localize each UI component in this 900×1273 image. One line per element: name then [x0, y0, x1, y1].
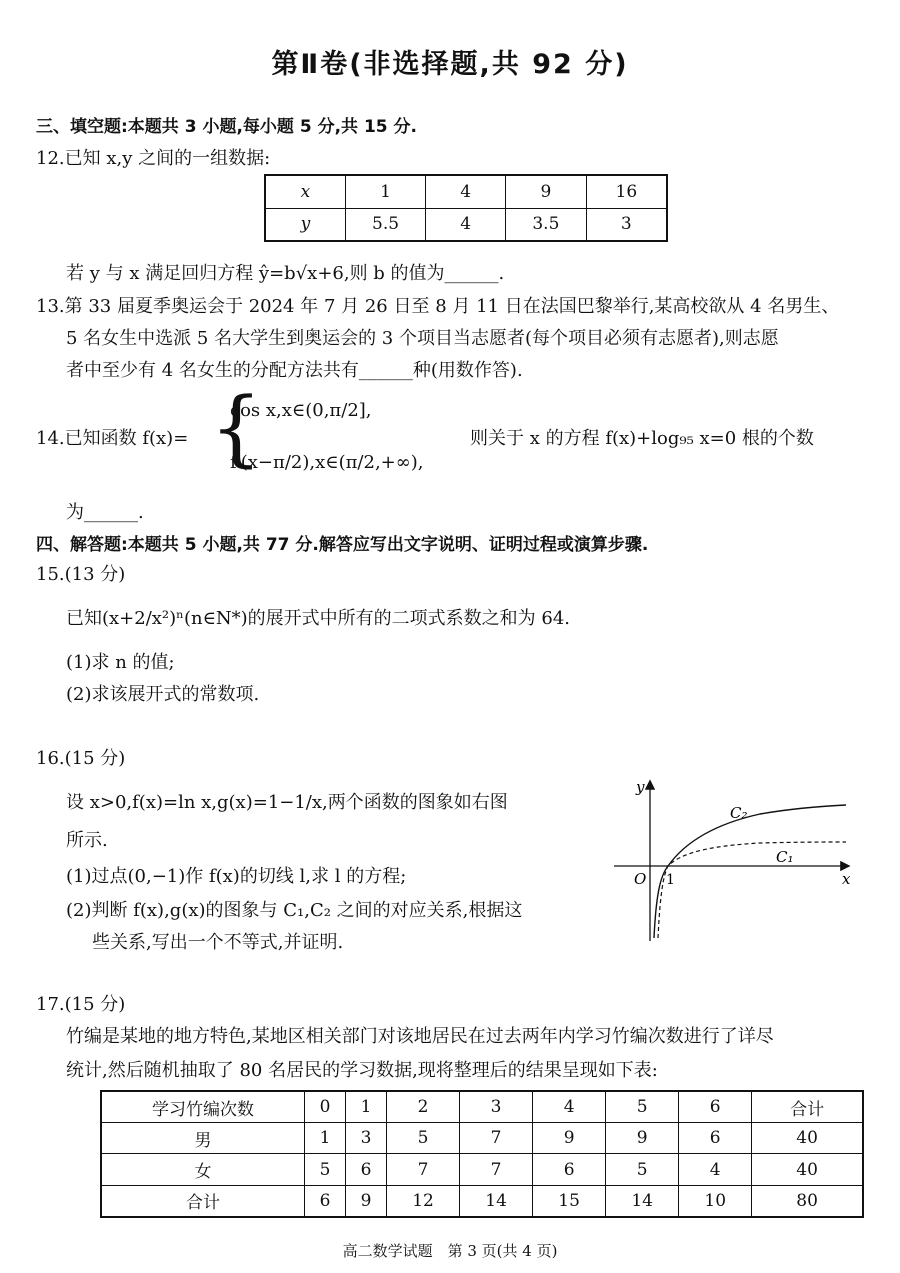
table-cell: 合计	[101, 1185, 305, 1217]
q16-head: 16.(15 分)	[36, 748, 126, 769]
q17-head: 17.(15 分)	[36, 994, 126, 1015]
table-cell: 9	[533, 1123, 606, 1154]
table-header-cell: 1	[346, 1091, 387, 1123]
table-cell: 7	[387, 1154, 460, 1185]
q17-line1: 竹编是某地的地方特色,某地区相关部门对该地居民在过去两年内学习竹编次数进行了详尽	[66, 1026, 774, 1047]
table-cell: 男	[101, 1123, 305, 1154]
table-cell: 3.5	[506, 208, 587, 241]
table-cell: 10	[679, 1185, 752, 1217]
q13-line1: 13.第 33 届夏季奥运会于 2024 年 7 月 26 日至 8 月 11 日在法国巴黎举行,某高校欲从 4 名男生、	[36, 296, 840, 317]
table-cell: 40	[752, 1154, 863, 1185]
table-row	[101, 1154, 863, 1185]
table-cell: 1	[345, 175, 426, 208]
q12-question: 若 y 与 x 满足回归方程 ŷ=b√x+6,则 b 的值为______.	[66, 263, 505, 284]
table-header-cell: 4	[533, 1091, 606, 1123]
q16-function-graph	[610, 776, 860, 946]
curve-c2	[654, 805, 846, 938]
table-cell: 6	[679, 1123, 752, 1154]
table-cell: 4	[426, 208, 506, 241]
page-title: 第Ⅱ卷(非选择题,共 92 分)	[271, 49, 629, 80]
q14-line2: 为______.	[66, 502, 144, 523]
q17-line2: 统计,然后随机抽取了 80 名居民的学习数据,现将整理后的结果呈现如下表:	[66, 1060, 658, 1081]
c2-label: C₂	[730, 804, 748, 822]
table-cell: 4	[679, 1154, 752, 1185]
q15-head: 15.(13 分)	[36, 564, 126, 585]
q13-line3: 者中至少有 4 名女生的分配方法共有______种(用数作答).	[66, 360, 523, 381]
table-header-cell: 合计	[752, 1091, 863, 1123]
table-row	[265, 175, 667, 208]
table-cell: 女	[101, 1154, 305, 1185]
table-row	[101, 1123, 863, 1154]
table-header-cell: 2	[387, 1091, 460, 1123]
table-cell: 5	[305, 1154, 346, 1185]
table-cell: y	[265, 208, 345, 241]
table-cell: 1	[305, 1123, 346, 1154]
q15-stem: 已知(x+2/x²)ⁿ(n∈N*)的展开式中所有的二项式系数之和为 64.	[66, 608, 571, 629]
c1-label: C₁	[776, 848, 794, 866]
q14-case1: cos x,x∈(0,π/2],	[230, 400, 372, 421]
q12-data-table	[264, 174, 668, 242]
origin-label: O	[634, 870, 647, 888]
table-row	[101, 1185, 863, 1217]
table-cell: 5.5	[345, 208, 426, 241]
table-cell: 6	[533, 1154, 606, 1185]
table-header-cell: 3	[460, 1091, 533, 1123]
table-cell: 80	[752, 1185, 863, 1217]
curve-c1	[658, 842, 846, 938]
table-header-cell: 0	[305, 1091, 346, 1123]
table-cell: 3	[346, 1123, 387, 1154]
table-cell: 14	[460, 1185, 533, 1217]
piecewise-brace: {	[210, 381, 263, 476]
q17-data-table	[100, 1090, 864, 1218]
q14-suffix: 则关于 x 的方程 f(x)+log₉₅ x=0 根的个数	[470, 428, 814, 449]
table-cell: 7	[460, 1154, 533, 1185]
table-cell: 40	[752, 1123, 863, 1154]
table-cell: 6	[305, 1185, 346, 1217]
table-cell: 4	[426, 175, 506, 208]
table-cell: 15	[533, 1185, 606, 1217]
q12-stem: 12.已知 x,y 之间的一组数据:	[36, 148, 271, 169]
table-header-cell: 6	[679, 1091, 752, 1123]
table-header-cell: 5	[606, 1091, 679, 1123]
q16-part2a: (2)判断 f(x),g(x)的图象与 C₁,C₂ 之间的对应关系,根据这	[66, 900, 523, 921]
q15-part2: (2)求该展开式的常数项.	[66, 684, 260, 705]
table-cell: x	[265, 175, 345, 208]
table-cell: 16	[586, 175, 667, 208]
table-header-row	[101, 1091, 863, 1123]
x-axis-label: x	[842, 870, 851, 888]
q16-part2b: 些关系,写出一个不等式,并证明.	[92, 932, 344, 953]
page-footer: 高二数学试题 第 3 页(共 4 页)	[342, 1242, 558, 1260]
table-cell: 5	[387, 1123, 460, 1154]
table-cell: 7	[460, 1123, 533, 1154]
q14-prefix: 14.已知函数 f(x)=	[36, 428, 189, 449]
q16-part1: (1)过点(0,−1)作 f(x)的切线 l,求 l 的方程;	[66, 866, 407, 887]
q16-stem2: 所示.	[66, 830, 108, 851]
q15-part1: (1)求 n 的值;	[66, 652, 175, 673]
q13-line2: 5 名女生中选派 5 名大学生到奥运会的 3 个项目当志愿者(每个项目必须有志愿者),则志愿	[66, 328, 779, 349]
table-header-cell: 学习竹编次数	[101, 1091, 305, 1123]
table-row	[265, 208, 667, 241]
tick-label-one: 1	[666, 872, 675, 888]
q14-case2: f′(x−π/2),x∈(π/2,+∞),	[230, 452, 424, 473]
table-cell: 9	[346, 1185, 387, 1217]
table-cell: 9	[606, 1123, 679, 1154]
section-answer-header: 四、解答题:本题共 5 小题,共 77 分.解答应写出文字说明、证明过程或演算步骤.	[36, 535, 649, 555]
table-cell: 9	[506, 175, 587, 208]
table-cell: 12	[387, 1185, 460, 1217]
table-cell: 5	[606, 1154, 679, 1185]
y-axis-label: y	[636, 778, 645, 796]
table-cell: 6	[346, 1154, 387, 1185]
q16-stem1: 设 x>0,f(x)=ln x,g(x)=1−1/x,两个函数的图象如右图	[66, 792, 508, 813]
section-fill-in-header: 三、填空题:本题共 3 小题,每小题 5 分,共 15 分.	[36, 117, 417, 137]
table-cell: 3	[586, 208, 667, 241]
table-cell: 14	[606, 1185, 679, 1217]
